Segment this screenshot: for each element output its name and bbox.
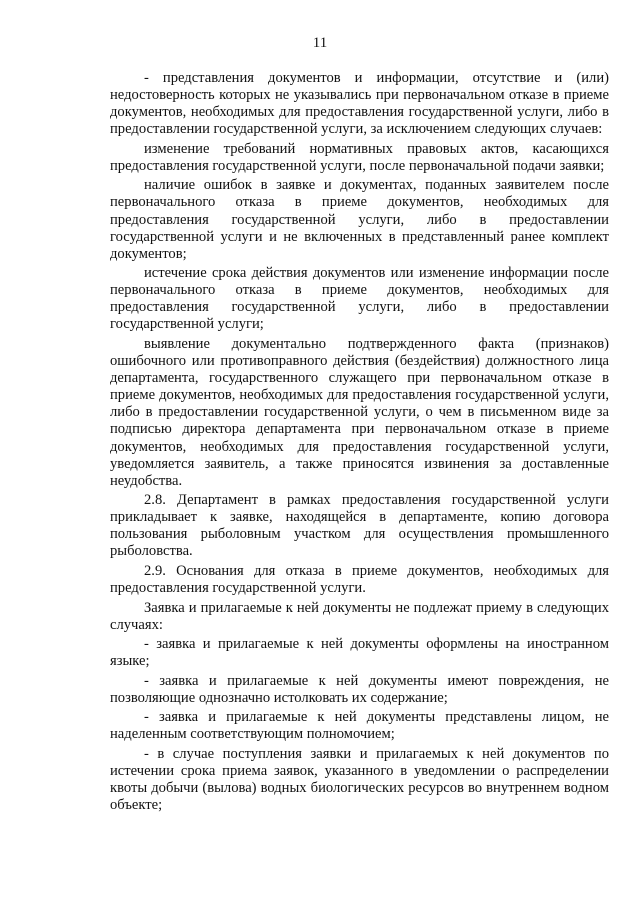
document-body <box>110 70 609 817</box>
paragraph-6: 2.8. Департамент в рамках предоставления государственной услуги прикладывает к заявке, находящейся в департаменте, копию договора пользования рыболовным участком для осуществления промышленного рыболовства. <box>110 492 609 560</box>
paragraph-8: Заявка и прилагаемые к ней документы не подлежат приему в следующих случаях: <box>110 599 609 633</box>
paragraph-11: - заявка и прилагаемые к ней документы представлены лицом, не наделенным соответствующим полномочием; <box>110 709 609 743</box>
paragraph-4: истечение срока действия документов или изменение информации после первоначального отказа в приеме документов, необходимых для предоставления государственной услуги, либо в предоставлении государственной услуги; <box>110 265 609 333</box>
paragraph-9: - заявка и прилагаемые к ней документы оформлены на иностранном языке; <box>110 636 609 670</box>
paragraph-10: - заявка и прилагаемые к ней документы имеют повреждения, не позволяющие однозначно истолковать их содержание; <box>110 672 609 706</box>
paragraph-7: 2.9. Основания для отказа в приеме документов, необходимых для предоставления государственной услуги. <box>110 562 609 597</box>
paragraph-5: выявление документально подтвержденного факта (признаков) ошибочного или противоправного действия (бездействия) должностного лица департамента, государственного служащего при первоначальном отказе в приеме документов, необходимых для предоставления государственной услуги, либо в предоставлении государственной услуги, о чем в письменном виде за подписью директора департамента при первоначальном отказе в приеме документов, необходимых для предоставления государственной услуги, уведомляется заявитель, а также приносятся извинения за доставленные неудобства. <box>110 335 609 489</box>
paragraph-1: - представления документов и информации, отсутствие и (или) недостоверность которых не указывались при первоначальном отказе в приеме документов, необходимых для предоставления государственной услуги, либо в предоставлении государственной услуги, за исключением следующих случаев: <box>110 70 609 138</box>
paragraph-2: изменение требований нормативных правовых актов, касающихся предоставления государственной услуги, после первоначальной подачи заявки; <box>110 140 609 174</box>
paragraph-3: наличие ошибок в заявке и документах, поданных заявителем после первоначального отказа в приеме документов, необходимых для предоставления государственной услуги, либо в предоставлении государственной услуги и не включенных в представленный ранее комплект документов; <box>110 177 609 262</box>
paragraph-12: - в случае поступления заявки и прилагаемых к ней документов по истечении срока приема заявок, указанного в уведомлении о распределении квоты добычи (вылова) водных биологических ресурсов во внутреннем водном объекте; <box>110 745 609 814</box>
page-number: 11 <box>312 35 328 51</box>
